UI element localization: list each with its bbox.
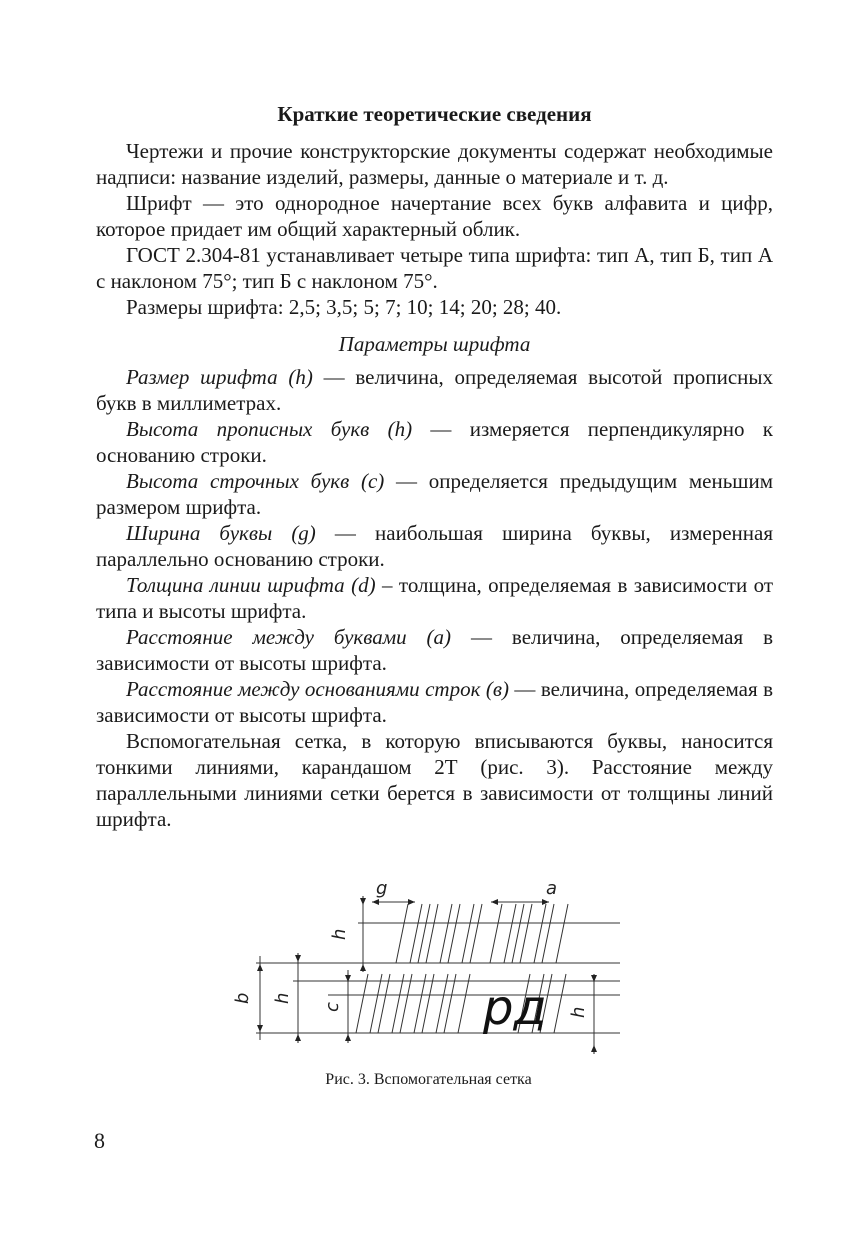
- param-text: — величина, определяемая высотой прописных букв в миллиметрах.: [96, 365, 773, 415]
- auxiliary-grid-figure: [228, 878, 628, 1058]
- figure-caption: Рис. 3. Вспомогательная сетка: [325, 1071, 532, 1088]
- param-term: Расстояние между буквами (a): [126, 625, 452, 649]
- page-number: 8: [94, 1128, 105, 1153]
- intro-paragraph-4: Размеры шрифта: 2,5; 3,5; 5; 7; 10; 14; 20; 28; 40.: [126, 295, 562, 319]
- label-g: g: [376, 878, 388, 899]
- param-text: — определяется предыдущим меньшим размером шрифта.: [96, 469, 773, 519]
- param-text: — измеряется перпендикулярно к основанию строки.: [96, 417, 773, 467]
- param-text: — наибольшая ширина буквы, измеренная параллельно основанию строки.: [96, 521, 773, 571]
- param-text: — величина, определяемая в зависимости от высоты шрифта.: [96, 625, 773, 675]
- grid-lines: [256, 898, 620, 1053]
- section-heading: Краткие теоретические сведения: [277, 102, 592, 126]
- params-heading: Параметры шрифта: [338, 332, 531, 356]
- intro-paragraph-1: Чертежи и прочие конструкторские документы содержат необходимые надписи: название изделий, размеры, данные о материале и т. д.: [96, 139, 773, 189]
- param-definition: [96, 572, 773, 624]
- param-text: – толщина, определяемая в зависимости от типа и высоты шрифта.: [96, 573, 774, 623]
- param-term: Высота прописных букв (h): [126, 417, 413, 441]
- param-term: Ширина буквы (g): [126, 521, 316, 545]
- param-definition: [96, 624, 773, 676]
- param-text: — величина, определяемая в зависимости от высоты шрифта.: [96, 677, 773, 727]
- label-c: c: [322, 1002, 343, 1012]
- label-h-top: h: [329, 928, 350, 940]
- param-definition: [96, 468, 773, 520]
- label-h-left: h: [272, 992, 293, 1004]
- closing-paragraph: Вспомогательная сетка, в которую вписываются буквы, наносится тонкими линиями, карандашом 2Т (рис. 3). Расстояние между параллельными линиями сетки берется в зависимости от толщины линий шрифта.: [96, 729, 773, 831]
- page-body: [96, 100, 773, 832]
- param-term: Толщина линии шрифта (d): [126, 573, 376, 597]
- param-term: Размер шрифта (h): [126, 365, 313, 389]
- intro-paragraph-2: Шрифт — это однородное начертание всех букв алфавита и цифр, которое придает им общий характерный облик.: [96, 191, 773, 241]
- grid-drawing: [228, 878, 628, 1058]
- label-b: b: [232, 992, 253, 1004]
- param-definition: [96, 676, 773, 728]
- param-definition: [96, 364, 773, 416]
- label-h-right: h: [568, 1006, 589, 1018]
- param-definition: [96, 520, 773, 572]
- param-definition: [96, 416, 773, 468]
- label-a: a: [546, 878, 558, 899]
- sample-letters: рд: [483, 980, 547, 1036]
- param-term: Расстояние между основаниями строк (в): [126, 677, 509, 701]
- intro-paragraph-3: ГОСТ 2.304-81 устанавливает четыре типа шрифта: тип А, тип Б, тип А с наклоном 75°; тип Б с наклоном 75°.: [96, 243, 773, 293]
- param-term: Высота строчных букв (c): [126, 469, 385, 493]
